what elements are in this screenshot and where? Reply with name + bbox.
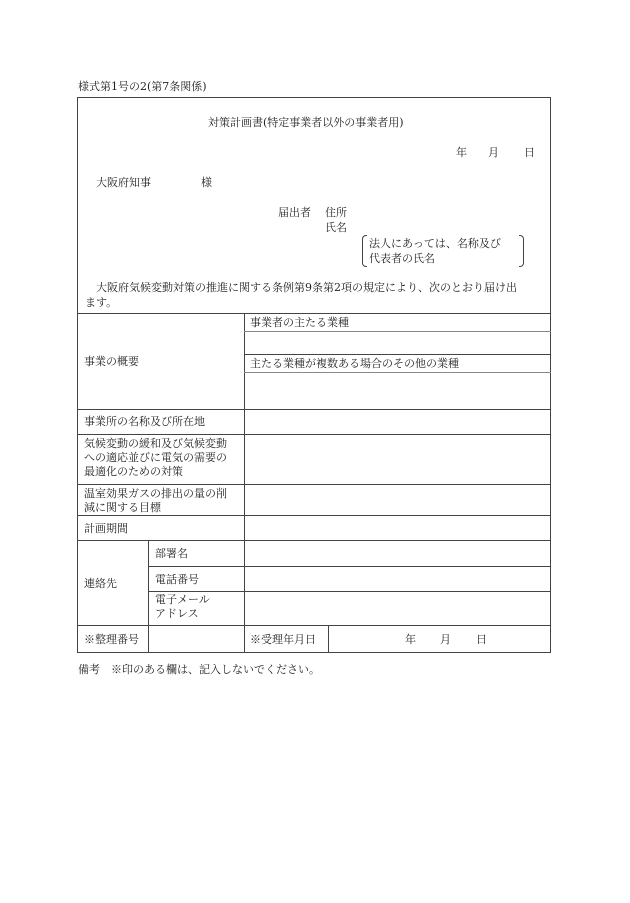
ref-col-divider-3	[328, 625, 329, 653]
contact-value-divider	[244, 540, 245, 625]
table-top-border	[77, 313, 551, 314]
site-name-location-label: 事業所の名称及び所在地	[84, 415, 205, 428]
date-month-label: 月	[488, 146, 499, 159]
other-business-label: 主たる業種が複数ある場合のその他の業種	[250, 357, 459, 370]
ghg-target-line1: 温室効果ガスの排出の量の削	[84, 487, 227, 500]
form-title: 対策計画書(特定事業者以外の事業者用)	[208, 116, 404, 129]
business-overview-label: 事業の概要	[84, 355, 139, 368]
date-year-label: 年	[456, 146, 467, 159]
phone-row-top-border	[148, 566, 551, 567]
department-label: 部署名	[155, 547, 188, 560]
site-row-top-border	[77, 409, 551, 410]
corp-note-line1: 法人にあっては、名称及び	[369, 237, 501, 250]
applicant-label: 届出者	[278, 206, 311, 219]
form-number: 様式第1号の2(第7条関係)	[78, 80, 207, 93]
date-day-label: 日	[524, 146, 535, 159]
email-label-line1: 電子メール	[155, 593, 210, 606]
ref-col-divider-2	[244, 625, 245, 653]
corp-note-line2: 代表者の氏名	[369, 252, 435, 265]
main-business-divider	[244, 331, 551, 332]
received-day-label: 日	[476, 633, 487, 646]
plan-period-top-border	[77, 515, 551, 516]
received-date-label: ※受理年月日	[250, 633, 316, 646]
received-year-label: 年	[405, 633, 416, 646]
measures-line2: への適応並びに電気の需要の	[84, 451, 227, 464]
received-month-label: 月	[440, 633, 451, 646]
measures-line3: 最適化のための対策	[84, 465, 183, 478]
email-label-line2: アドレス	[155, 607, 199, 620]
col-label-divider	[244, 313, 245, 540]
email-row-top-border	[148, 591, 551, 592]
addressee-honorific: 様	[201, 176, 212, 189]
contact-label-divider	[148, 540, 149, 625]
ghg-row-top-border	[77, 484, 551, 485]
remarks: 備考 ※印のある欄は、記入しないでください。	[78, 663, 320, 676]
main-business-label: 事業者の主たる業種	[250, 316, 349, 329]
corp-note-bracket-right	[519, 235, 524, 267]
ref-col-divider-1	[148, 625, 149, 653]
phone-label: 電話番号	[155, 573, 199, 586]
other-business-divider	[244, 372, 551, 373]
ghg-target-line2: 減に関する目標	[84, 501, 161, 514]
contact-label: 連絡先	[84, 577, 117, 590]
address-label: 住所	[325, 206, 347, 219]
other-business-top-border	[244, 354, 551, 355]
plan-period-label: 計画期間	[84, 522, 128, 535]
statement-line2: ます。	[85, 296, 118, 309]
addressee-name: 大阪府知事	[96, 176, 151, 189]
corp-note-bracket-left	[362, 235, 367, 267]
ref-no-label: ※整理番号	[84, 633, 139, 646]
measures-line1: 気候変動の緩和及び気候変動	[84, 437, 227, 450]
statement-line1: 大阪府気候変動対策の推進に関する条例第9条第2項の規定により、次のとおり届け出	[96, 281, 517, 294]
name-label: 氏名	[325, 221, 347, 234]
measures-row-top-border	[77, 434, 551, 435]
